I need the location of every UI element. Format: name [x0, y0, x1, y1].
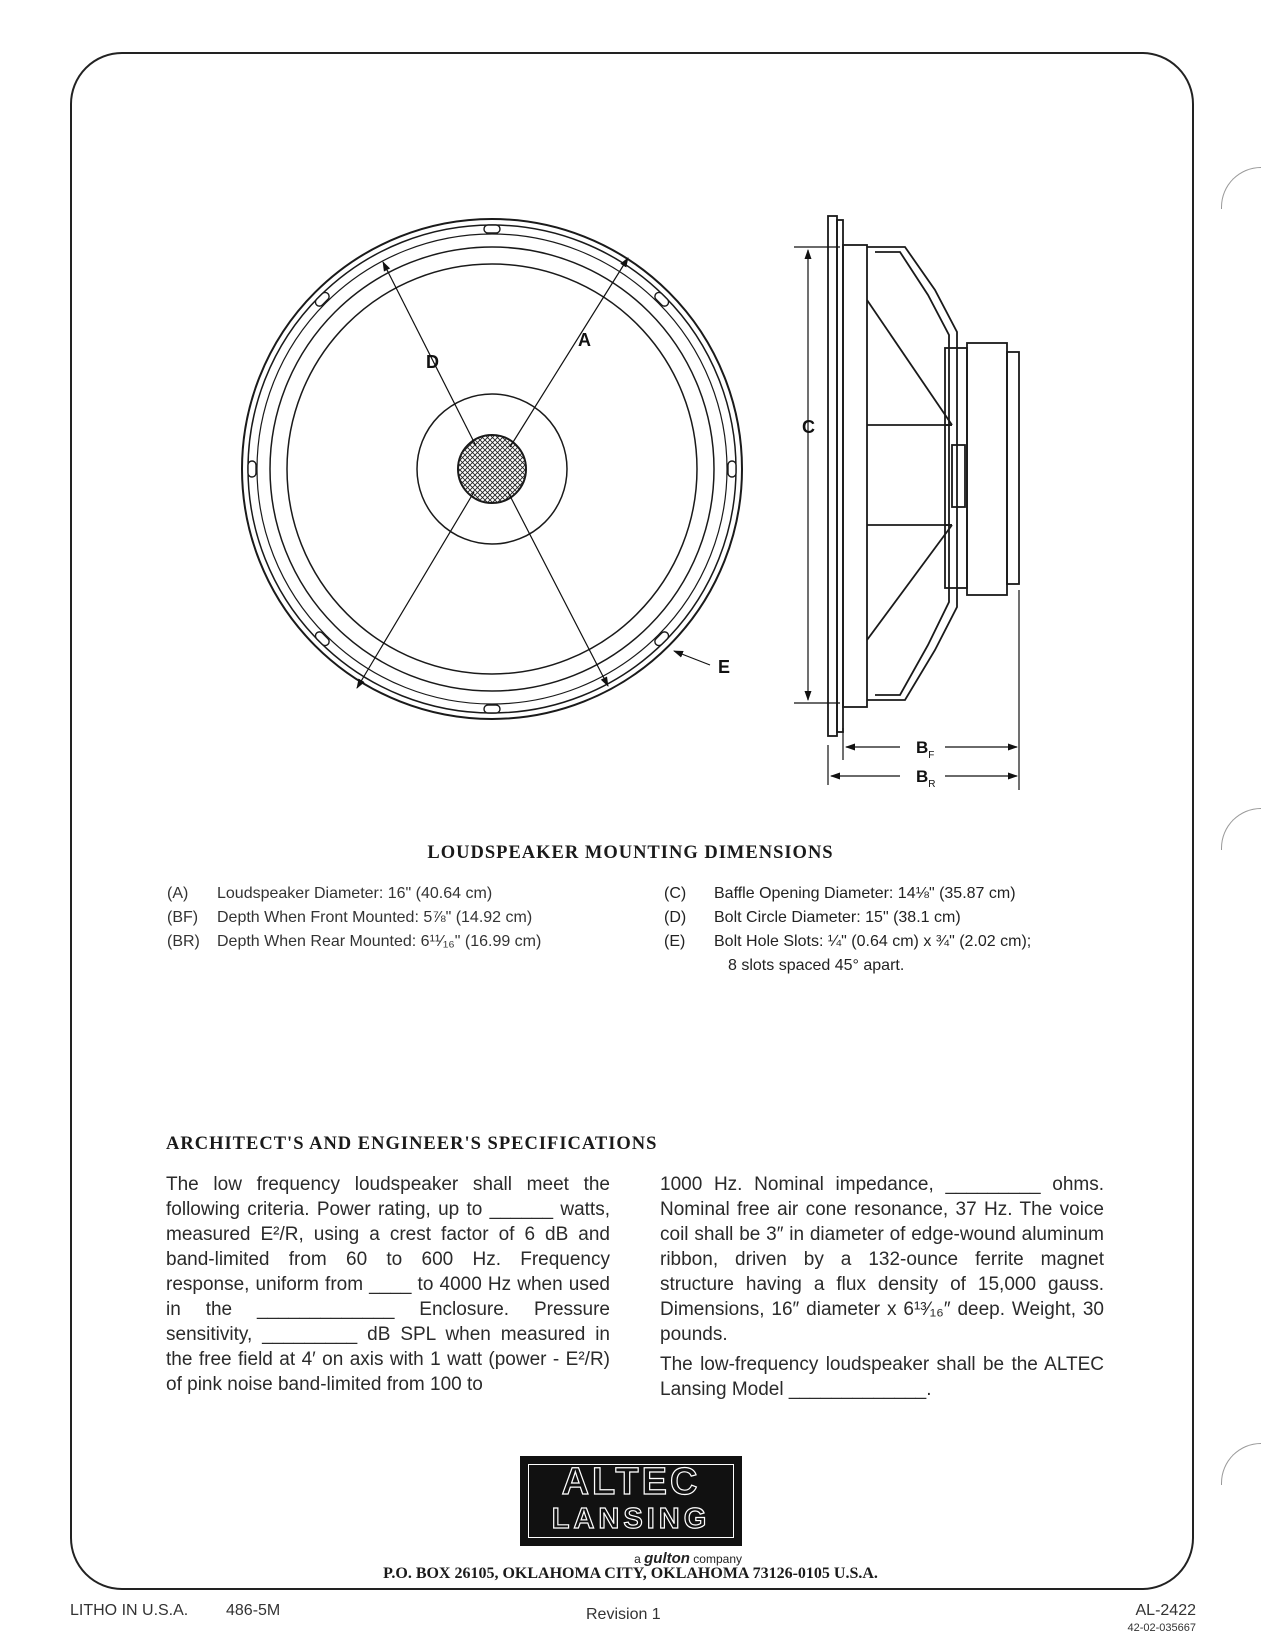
dim-row-e-continued: 8 slots spaced 45° apart. [728, 957, 905, 974]
label-a: A [578, 330, 591, 350]
dim-row-a: (A) Loudspeaker Diameter: 16" (40.64 cm) [167, 885, 493, 902]
bolt-hole-slot [484, 225, 500, 233]
bolt-hole-slot [248, 461, 256, 477]
bolt-hole-slot [314, 630, 331, 647]
side-view [828, 216, 1019, 736]
label-bf: $B_F$ [916, 738, 935, 761]
bolt-hole-slot [314, 291, 331, 308]
dimensions-right-list [664, 882, 1031, 978]
bolt-hole-slot [728, 461, 736, 477]
label-d: D [426, 352, 439, 372]
document-sub-id: 42-02-035667 [1127, 1622, 1196, 1634]
dimensions-left-list [167, 882, 541, 954]
company-tagline: a gulton company [634, 1550, 742, 1567]
specs-title: ARCHITECT'S AND ENGINEER'S SPECIFICATIONS [166, 1134, 658, 1154]
litho-note: LITHO IN U.S.A. [70, 1602, 189, 1619]
altec-lansing-logo [520, 1456, 742, 1546]
bolt-hole-slot [484, 705, 500, 713]
print-code: 486-5M [226, 1602, 281, 1619]
document-id: AL-2422 [1135, 1602, 1196, 1619]
dim-row-c: (C) Baffle Opening Diameter: 14⅛" (35.87 cm) [664, 885, 1016, 902]
label-br: $B_R$ [916, 767, 936, 790]
dim-row-bf: (BF) Depth When Front Mounted: 5⅞" (14.92 cm) [167, 909, 533, 926]
gulton-wordmark: gulton [644, 1550, 690, 1567]
dim-row-d: (D) Bolt Circle Diameter: 15" (38.1 cm) [664, 909, 961, 926]
logo-line-1: ALTEC [561, 1461, 701, 1503]
dim-row-br: (BR) Depth When Rear Mounted: 6¹¹⁄₁₆" (16.99 cm) [167, 933, 542, 950]
specs-column-1: The low frequency loudspeaker shall meet the following criteria. Power rating, up to ______ watts, measured E²/R, using a crest factor of 6 dB and band-limited from 60 to 600 Hz. Frequency response, uniform from ____ to 4000 Hz when used in the _____________ Enclosure. Pressure sensitivity, _________ dB SPL when measured in the free field at 4′ on axis with 1 watt (power - E²/R) of pink noise band-limited from 100 to [166, 1174, 610, 1395]
dimension-arrows-front [357, 258, 710, 688]
dim-row-e: (E) Bolt Hole Slots: ¼" (0.64 cm) x ¾" (2.02 cm); [664, 933, 1032, 950]
company-address: P.O. BOX 26105, OKLAHOMA CITY, OKLAHOMA 73126-0105 U.S.A. [383, 1565, 878, 1582]
front-view [242, 219, 742, 719]
specs-column-2-final: The low-frequency loudspeaker shall be the ALTEC Lansing Model _____________. [660, 1354, 1104, 1400]
specs-column-2: 1000 Hz. Nominal impedance, _________ ohms. Nominal free air cone resonance, 37 Hz. The voice coil shall be 3″ in diameter of edge-wound aluminum ribbon, driven by a 132-ounce ferrite magnet structure having a flux density of 15,000 gauss. Dimensions, 16″ diameter x 6¹³⁄₁₆″ deep. Weight, 30 pounds. [660, 1174, 1104, 1345]
label-e: E [718, 657, 731, 677]
dimensions-title: LOUDSPEAKER MOUNTING DIMENSIONS [427, 843, 834, 863]
bolt-hole-slot [653, 291, 670, 308]
binder-hole [1221, 1443, 1261, 1485]
bolt-hole-slot [653, 630, 670, 647]
revision-label: Revision 1 [586, 1606, 661, 1623]
logo-line-2: LANSING [551, 1503, 711, 1535]
label-c: C [802, 417, 815, 437]
